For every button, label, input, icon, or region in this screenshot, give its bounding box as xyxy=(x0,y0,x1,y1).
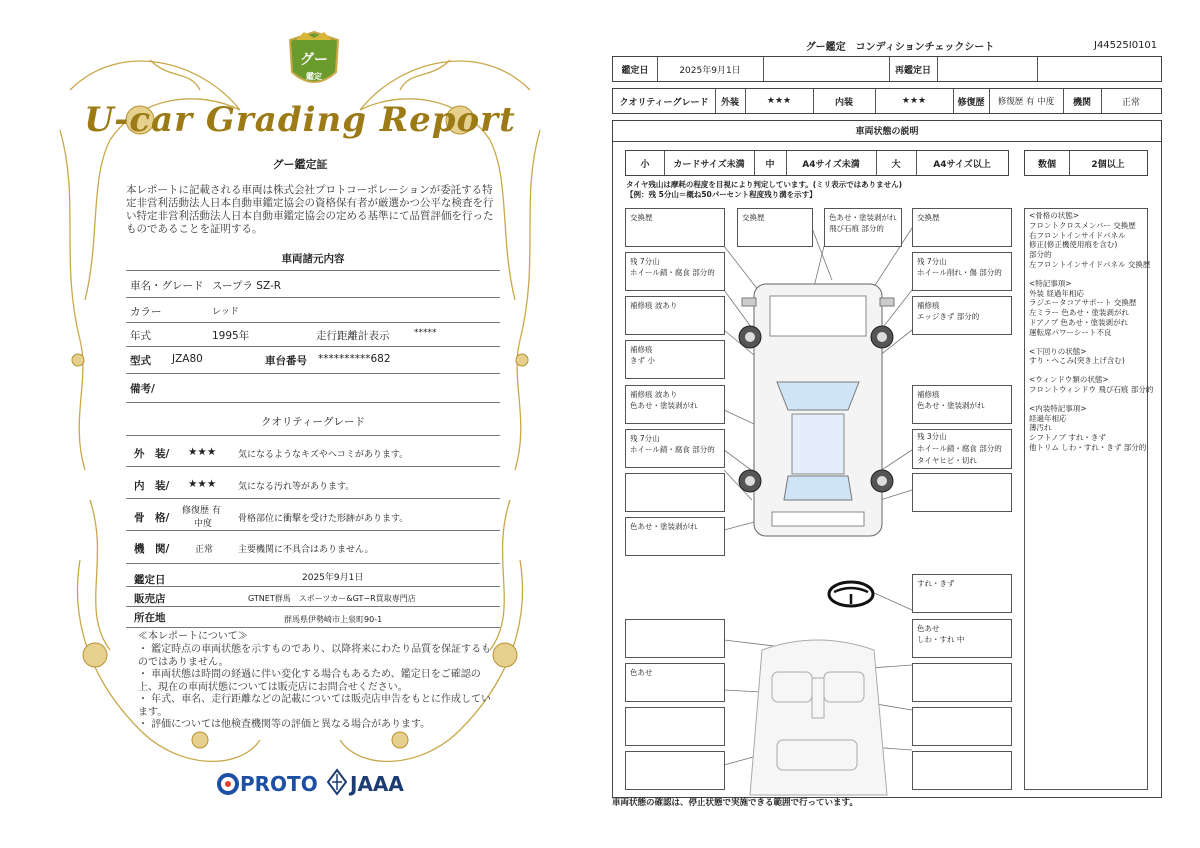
interior-label: 内装 xyxy=(834,97,853,108)
tire-note-2: 【例：残 5分山＝概ね50パーセント程度残り溝を示す】 xyxy=(626,190,817,199)
repair-value: 修復歴 有 中度 xyxy=(997,97,1055,107)
date-value: 2025年9月1日 xyxy=(302,573,364,583)
mileage-label: 走行距離計表示 xyxy=(316,330,390,342)
date-value: 2025年9月1日 xyxy=(679,65,741,76)
grade-row xyxy=(612,88,1162,114)
year-label: 年式 xyxy=(130,330,151,342)
side-note-line: 経過年相応 xyxy=(1029,413,1067,423)
callout-box: 残 7分山 ホイール削れ・傷 部分的 xyxy=(912,252,1012,291)
callout-box: 残 7分山 ホイール錆・腐食 部分的 xyxy=(625,252,725,291)
callout-box: 補修痕 波あり xyxy=(625,296,725,335)
side-note-line: <特記事項> xyxy=(1029,278,1072,288)
engine-label: 機 関/ xyxy=(134,543,170,555)
size-large-desc: A4サイズ以上 xyxy=(933,159,991,170)
reappraisal-label: 再鑑定日 xyxy=(894,65,931,76)
callout-box: 色あせ xyxy=(625,663,725,702)
engine-desc: 主要機関に不具合はありません。 xyxy=(238,545,374,555)
notes-title: ≪本レポートについて≫ xyxy=(138,631,248,642)
size-legend xyxy=(625,150,1009,176)
callout-box xyxy=(625,751,725,790)
side-note-line: 修正(修正機使用痕を含む) xyxy=(1029,240,1118,250)
size-small-desc: カードサイズ未満 xyxy=(673,159,745,170)
callout-box xyxy=(912,707,1012,746)
count-legend xyxy=(1024,150,1148,176)
callout-box xyxy=(912,473,1012,512)
count-label: 数個 xyxy=(1037,159,1056,170)
side-note-line: <骨格の状態> xyxy=(1029,211,1080,220)
proto-logo-icon xyxy=(216,772,240,796)
note-1: ・ 鑑定時点の車両状態を示すものであり、以降将来にわたり品質を保証するものではありません。 xyxy=(138,644,492,668)
callout-box: すれ・きず xyxy=(912,574,1012,613)
exterior-desc: 気になるようなキズやヘコミがあります。 xyxy=(238,450,409,460)
exterior-stars: ★★★ xyxy=(766,96,792,106)
side-note-line: 外装 経過年相応 xyxy=(1029,288,1084,298)
divider xyxy=(126,435,500,436)
color-label: カラー xyxy=(130,306,162,318)
side-note-gap xyxy=(1029,270,1143,279)
cert-body: 本レポートに記載される車両は株式会社プロトコーポレーションが委託する特定非営利活動法人日本自動車鑑定協会の資格保有者が厳選かつ公平な検査を行い特定非営利活動法人日本自動車鑑定協会の定める基準にて品質評価を行ったものであることを証明する。 xyxy=(126,184,494,235)
exterior-label: 外 装/ xyxy=(134,448,170,460)
svg-text:グー: グー xyxy=(300,52,328,68)
callout-box: 補修痕 波あり 色あせ・塗装剥がれ xyxy=(625,385,725,424)
callout-box: 交換歴 xyxy=(625,208,725,247)
count-value: 2個以上 xyxy=(1091,159,1125,170)
callout-box: 残 3分山 ホイール錆・腐食 部分的 タイヤヒビ・切れ xyxy=(912,429,1012,469)
side-note-line: <ウィンドウ類の状態> xyxy=(1029,375,1109,385)
color-value: レッド xyxy=(212,307,239,317)
dealer-label: 販売店 xyxy=(134,593,166,605)
goo-badge-icon xyxy=(286,30,342,94)
side-note-line: 薄汚れ xyxy=(1029,423,1052,433)
interior-desc: 気になる汚れ等があります。 xyxy=(238,482,355,492)
engine-value: 正常 xyxy=(195,545,214,555)
divider xyxy=(126,627,500,628)
repair-label: 修復歴 xyxy=(957,97,985,108)
frame-label: 骨 格/ xyxy=(134,512,170,524)
engine-label: 機関 xyxy=(1072,97,1091,108)
divider xyxy=(126,498,500,499)
doc-id: J44525I0101 xyxy=(1094,40,1158,51)
side-note-line: <下回りの状態> xyxy=(1029,346,1087,356)
model-label: 型式 xyxy=(130,355,151,367)
divider xyxy=(126,563,500,564)
side-note-line: 左ミラー 色あせ・塗装剥がれ xyxy=(1029,308,1129,318)
size-large: 大 xyxy=(891,159,901,170)
steering-wheel-icon xyxy=(829,582,873,606)
mileage-value: ***** xyxy=(414,328,437,338)
side-note-line: フロントクロスメンバー 交換歴 xyxy=(1029,220,1136,230)
interior-view xyxy=(750,640,887,795)
side-note-line: 他トリム しわ・すれ・きず 部分的 xyxy=(1029,442,1147,452)
callout-box: 色あせ・塗装剥がれ 飛び石痕 部分的 xyxy=(824,208,902,247)
year-value: 1995年 xyxy=(212,330,250,342)
side-note-line: 運転席パワーシート不良 xyxy=(1029,327,1112,337)
side-notes xyxy=(1024,208,1154,790)
note-4: ・ 評価については他検査機関等の評価と異なる場合があります。 xyxy=(138,719,431,730)
interior-stars: ★★★ xyxy=(901,96,927,106)
spec-section-title: 車両諸元内容 xyxy=(281,253,345,265)
callout-box: 残 7分山 ホイール錆・腐食 部分的 xyxy=(625,429,725,468)
frame-value-2: 中度 xyxy=(194,519,213,529)
chassis-value: **********682 xyxy=(318,353,391,365)
jaaa-logo-icon xyxy=(326,768,348,796)
note-2: ・ 車両状態は時間の経過に伴い変化する場合もあるため、鑑定日をご確認の上、現在の車両状態については販売店にお問合せください。 xyxy=(138,669,481,693)
engine-value: 正常 xyxy=(1121,97,1140,108)
frame-desc: 骨格部位に衝撃を受けた形跡があります。 xyxy=(238,514,409,524)
side-note-line: 右フロントインサイドパネル xyxy=(1029,230,1126,240)
callout-box xyxy=(912,663,1012,702)
chassis-label: 車台番号 xyxy=(265,355,307,367)
side-note-line: ラジエータコアサポート 交換歴 xyxy=(1029,298,1137,308)
side-note-gap xyxy=(1029,395,1143,404)
tire-note-1: タイヤ残山は摩耗の程度を目視により判定しています。(ミリ表示ではありません) xyxy=(626,180,903,189)
interior-label: 内 装/ xyxy=(134,480,170,492)
jaaa-logo-text: JAAA xyxy=(350,772,404,796)
note-3: ・ 年式、車名、走行距離などの記載については販売店申告をもとに作成しています。 xyxy=(138,694,491,718)
grade-section-title: クオリティーグレード xyxy=(261,416,365,428)
divider xyxy=(126,586,500,587)
cert-title: グー鑑定証 xyxy=(272,158,328,171)
condition-check-sheet xyxy=(600,0,1200,848)
condition-title: 車両状態の説明 xyxy=(612,120,1162,142)
divider xyxy=(126,322,500,323)
svg-text:鑑定: 鑑定 xyxy=(306,72,322,81)
model-value: JZA80 xyxy=(172,353,203,365)
dealer-value: GTNET群馬 スポーツカー&GT−R買取専門店 xyxy=(248,594,416,603)
divider xyxy=(126,402,500,403)
callout-box: 補修痕 きず 小 xyxy=(625,340,725,379)
callout-box: 補修痕 エッジきず 部分的 xyxy=(912,296,1012,335)
divider xyxy=(126,606,500,607)
side-note-line: <内装特記事項> xyxy=(1029,403,1087,413)
side-note-gap xyxy=(1029,338,1143,347)
side-note-line: 左フロントインサイドパネル 交換歴 xyxy=(1029,259,1151,269)
callout-box: 色あせ・塗装剥がれ xyxy=(625,517,725,556)
sheet-title: グー鑑定 コンディションチェックシート xyxy=(805,42,995,53)
side-note-line: フロントウィンドウ 飛び石痕 部分的 xyxy=(1029,384,1154,394)
location-label: 所在地 xyxy=(134,612,166,624)
divider xyxy=(126,373,500,374)
callout-box xyxy=(625,619,725,658)
callout-box: 交換歴 xyxy=(737,208,813,247)
callout-box xyxy=(912,751,1012,790)
callout-box xyxy=(625,707,725,746)
size-mid: 中 xyxy=(765,159,775,170)
date-label: 鑑定日 xyxy=(621,65,649,76)
divider xyxy=(126,297,500,298)
size-small: 小 xyxy=(640,159,650,170)
divider xyxy=(126,270,500,271)
callout-box: 交換歴 xyxy=(912,208,1012,247)
callout-box xyxy=(625,473,725,512)
remarks-label: 備考/ xyxy=(130,383,155,395)
frame-value-1: 修復歴 有 xyxy=(182,506,221,516)
divider xyxy=(126,466,500,467)
car-top-view xyxy=(739,284,894,536)
exterior-label: 外装 xyxy=(720,97,739,108)
proto-logo-text: PROTO xyxy=(240,772,318,796)
side-note-line: シフトノブ すれ・きず xyxy=(1029,433,1106,443)
callout-box: 色あせ しわ・すれ 中 xyxy=(912,619,1012,658)
side-note-gap xyxy=(1029,366,1143,375)
grade-label: クオリティーグレード xyxy=(619,97,709,108)
exterior-stars: ★★★ xyxy=(188,446,217,458)
location-value: 群馬県伊勢崎市上泉町90-1 xyxy=(284,615,383,624)
side-note-line: 部分的 xyxy=(1029,250,1052,260)
footer-note: 車両状態の確認は、停止状態で実施できる範囲で行っています。 xyxy=(612,798,858,808)
side-note-line: ドアノブ 色あせ・塗装剥がれ xyxy=(1029,317,1129,327)
callout-box: 補修痕 色あせ・塗装剥がれ xyxy=(912,385,1012,424)
size-mid-desc: A4サイズ未満 xyxy=(802,159,860,170)
interior-stars: ★★★ xyxy=(188,478,217,490)
date-row xyxy=(612,56,1162,82)
date-label: 鑑定日 xyxy=(134,574,166,586)
report-title: U-car Grading Report xyxy=(84,100,516,140)
divider xyxy=(126,346,500,347)
name-label: 車名・グレード xyxy=(130,280,204,292)
side-note-line: すり・へこみ(突き上げ含む) xyxy=(1029,356,1125,366)
divider xyxy=(126,530,500,531)
name-value: スープラ SZ-R xyxy=(212,280,282,292)
